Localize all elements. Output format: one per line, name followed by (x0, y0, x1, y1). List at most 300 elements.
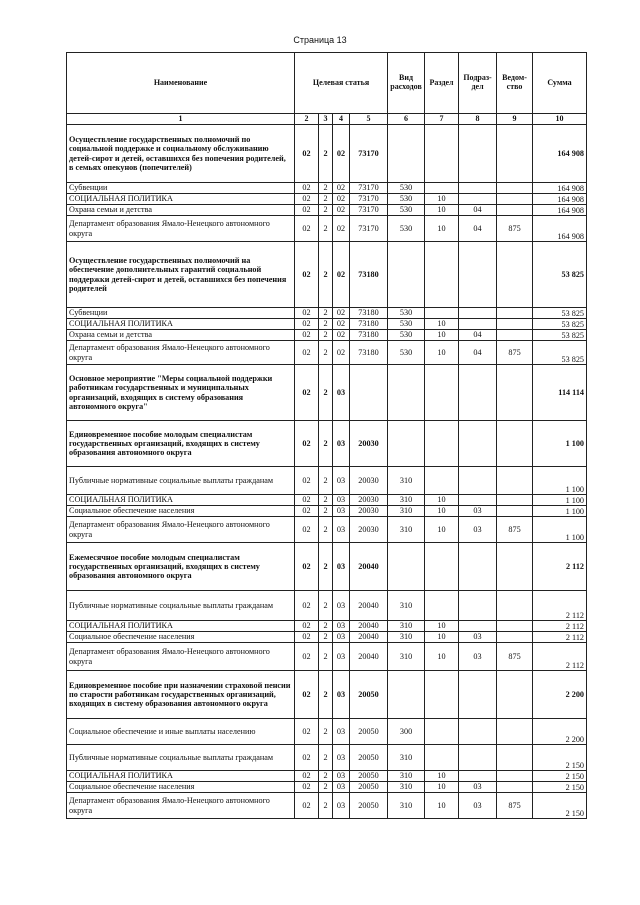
table-row (67, 319, 587, 330)
row-name-cell: Социальное обеспечение населения (67, 506, 295, 517)
summa-cell: 2 200 (533, 719, 587, 745)
target-code-direction-cell: 73180 (350, 319, 388, 330)
target-code-subprogram-cell: 2 (319, 632, 333, 643)
vid-rashodov-cell: 530 (388, 308, 425, 319)
target-code-event-cell: 03 (333, 591, 350, 621)
target-code-direction-cell: 20040 (350, 632, 388, 643)
budget-table (66, 52, 587, 819)
vid-rashodov-cell: 310 (388, 793, 425, 819)
summa-cell: 2 112 (533, 621, 587, 632)
target-code-program-cell: 02 (295, 183, 319, 194)
summa-cell: 2 150 (533, 745, 587, 771)
target-code-event-cell: 02 (333, 330, 350, 341)
column-number: 4 (333, 114, 350, 125)
target-code-program-cell: 02 (295, 517, 319, 543)
target-code-subprogram-cell: 2 (319, 183, 333, 194)
target-code-subprogram-cell: 2 (319, 543, 333, 591)
table-row (67, 308, 587, 319)
podrazdel-cell (459, 621, 497, 632)
target-code-event-cell: 02 (333, 205, 350, 216)
vedomstvo-cell: 875 (497, 793, 533, 819)
target-code-event-cell: 02 (333, 341, 350, 365)
target-code-subprogram-cell: 2 (319, 771, 333, 782)
table-row (67, 632, 587, 643)
target-code-event-cell: 02 (333, 125, 350, 183)
summa-cell: 114 114 (533, 365, 587, 421)
header-name: Наименование (67, 53, 295, 114)
target-code-subprogram-cell: 2 (319, 793, 333, 819)
vedomstvo-cell (497, 621, 533, 632)
row-name-cell: Единовременное пособие молодым специалистам государственных организаций, входящих в систему образования автономного округа (67, 421, 295, 467)
table-row (67, 782, 587, 793)
vedomstvo-cell (497, 745, 533, 771)
podrazdel-cell (459, 771, 497, 782)
vedomstvo-cell: 875 (497, 643, 533, 671)
row-name-cell: Социальное обеспечение и иные выплаты населению (67, 719, 295, 745)
podrazdel-cell: 04 (459, 205, 497, 216)
target-code-event-cell: 03 (333, 517, 350, 543)
vedomstvo-cell (497, 205, 533, 216)
target-code-event-cell: 02 (333, 183, 350, 194)
row-name-cell: Субвенции (67, 183, 295, 194)
target-code-event-cell: 03 (333, 467, 350, 495)
column-number: 2 (295, 114, 319, 125)
target-code-direction-cell: 20040 (350, 543, 388, 591)
target-code-direction-cell: 73180 (350, 341, 388, 365)
podrazdel-cell: 03 (459, 643, 497, 671)
target-code-program-cell: 02 (295, 506, 319, 517)
summa-cell: 2 150 (533, 793, 587, 819)
razdel-cell (425, 308, 459, 319)
target-code-event-cell: 03 (333, 719, 350, 745)
vedomstvo-cell (497, 330, 533, 341)
header-target-article: Целевая статья (295, 53, 388, 114)
razdel-cell: 10 (425, 632, 459, 643)
target-code-subprogram-cell: 2 (319, 205, 333, 216)
vedomstvo-cell (497, 125, 533, 183)
podrazdel-cell: 03 (459, 506, 497, 517)
target-code-direction-cell: 20050 (350, 771, 388, 782)
row-name-cell: Публичные нормативные социальные выплаты гражданам (67, 591, 295, 621)
vedomstvo-cell: 875 (497, 517, 533, 543)
row-name-cell: СОЦИАЛЬНАЯ ПОЛИТИКА (67, 621, 295, 632)
vedomstvo-cell (497, 319, 533, 330)
target-code-program-cell: 02 (295, 330, 319, 341)
summa-cell: 164 908 (533, 125, 587, 183)
vid-rashodov-cell: 530 (388, 330, 425, 341)
table-row (67, 793, 587, 819)
razdel-cell (425, 183, 459, 194)
vid-rashodov-cell: 310 (388, 632, 425, 643)
summa-cell: 164 908 (533, 205, 587, 216)
vedomstvo-cell (497, 632, 533, 643)
vid-rashodov-cell: 530 (388, 205, 425, 216)
header-razdel: Раздел (425, 53, 459, 114)
target-code-direction-cell: 73170 (350, 194, 388, 205)
vid-rashodov-cell: 530 (388, 319, 425, 330)
razdel-cell (425, 719, 459, 745)
podrazdel-cell (459, 242, 497, 308)
target-code-program-cell: 02 (295, 319, 319, 330)
podrazdel-cell (459, 671, 497, 719)
vedomstvo-cell (497, 183, 533, 194)
row-name-cell: Охрана семьи и детства (67, 205, 295, 216)
target-code-program-cell: 02 (295, 719, 319, 745)
target-code-event-cell: 02 (333, 242, 350, 308)
target-code-direction-cell (350, 365, 388, 421)
podrazdel-cell (459, 183, 497, 194)
summa-cell: 53 825 (533, 308, 587, 319)
row-name-cell: Ежемесячное пособие молодым специалистам государственных организаций, входящих в систему образования автономного округа (67, 543, 295, 591)
summa-cell: 2 112 (533, 591, 587, 621)
vedomstvo-cell: 875 (497, 341, 533, 365)
razdel-cell (425, 591, 459, 621)
vedomstvo-cell (497, 308, 533, 319)
target-code-event-cell: 02 (333, 308, 350, 319)
target-code-subprogram-cell: 2 (319, 242, 333, 308)
vid-rashodov-cell: 310 (388, 771, 425, 782)
target-code-subprogram-cell: 2 (319, 719, 333, 745)
target-code-event-cell: 03 (333, 632, 350, 643)
summa-cell: 2 150 (533, 771, 587, 782)
header-row (67, 53, 587, 114)
vid-rashodov-cell: 310 (388, 782, 425, 793)
summa-cell: 1 100 (533, 467, 587, 495)
razdel-cell (425, 671, 459, 719)
table-row (67, 621, 587, 632)
target-code-event-cell: 03 (333, 421, 350, 467)
target-code-program-cell: 02 (295, 771, 319, 782)
row-name-cell: Охрана семьи и детства (67, 330, 295, 341)
target-code-direction-cell: 20050 (350, 793, 388, 819)
row-name-cell: Публичные нормативные социальные выплаты гражданам (67, 467, 295, 495)
target-code-subprogram-cell: 2 (319, 365, 333, 421)
target-code-program-cell: 02 (295, 194, 319, 205)
vedomstvo-cell (497, 365, 533, 421)
row-name-cell: Субвенции (67, 308, 295, 319)
header-summa: Сумма (533, 53, 587, 114)
vid-rashodov-cell (388, 125, 425, 183)
vedomstvo-cell (497, 771, 533, 782)
target-code-event-cell: 03 (333, 793, 350, 819)
target-code-subprogram-cell: 2 (319, 194, 333, 205)
vid-rashodov-cell (388, 242, 425, 308)
vedomstvo-cell (497, 467, 533, 495)
target-code-subprogram-cell: 2 (319, 341, 333, 365)
target-code-event-cell: 03 (333, 365, 350, 421)
target-code-direction-cell: 20030 (350, 495, 388, 506)
table-row (67, 543, 587, 591)
summa-cell: 1 100 (533, 517, 587, 543)
table-body (67, 125, 587, 819)
summa-cell: 1 100 (533, 506, 587, 517)
target-code-direction-cell: 73170 (350, 205, 388, 216)
target-code-program-cell: 02 (295, 643, 319, 671)
target-code-event-cell: 03 (333, 621, 350, 632)
target-code-subprogram-cell: 2 (319, 421, 333, 467)
podrazdel-cell: 03 (459, 782, 497, 793)
razdel-cell (425, 365, 459, 421)
vid-rashodov-cell (388, 543, 425, 591)
podrazdel-cell: 04 (459, 341, 497, 365)
target-code-program-cell: 02 (295, 591, 319, 621)
row-name-cell: СОЦИАЛЬНАЯ ПОЛИТИКА (67, 194, 295, 205)
vid-rashodov-cell: 310 (388, 745, 425, 771)
table-row (67, 745, 587, 771)
summa-cell: 164 908 (533, 194, 587, 205)
summa-cell: 2 150 (533, 782, 587, 793)
target-code-event-cell: 03 (333, 543, 350, 591)
table-row (67, 495, 587, 506)
razdel-cell (425, 467, 459, 495)
row-name-cell: Департамент образования Ямало-Ненецкого автономного округа (67, 643, 295, 671)
summa-cell: 53 825 (533, 341, 587, 365)
razdel-cell: 10 (425, 319, 459, 330)
row-name-cell: СОЦИАЛЬНАЯ ПОЛИТИКА (67, 495, 295, 506)
vedomstvo-cell: 875 (497, 216, 533, 242)
table-row (67, 643, 587, 671)
target-code-program-cell: 02 (295, 125, 319, 183)
podrazdel-cell (459, 365, 497, 421)
razdel-cell (425, 421, 459, 467)
target-code-program-cell: 02 (295, 793, 319, 819)
vedomstvo-cell (497, 719, 533, 745)
podrazdel-cell (459, 308, 497, 319)
vid-rashodov-cell: 530 (388, 216, 425, 242)
target-code-direction-cell: 20030 (350, 506, 388, 517)
podrazdel-cell (459, 467, 497, 495)
row-name-cell: Осуществление государственных полномочий на обеспечение дополнительных гарантий социальной поддержки детей-сирот и детей, оставшихся без попечения родителей (67, 242, 295, 308)
summa-cell: 2 112 (533, 643, 587, 671)
column-number: 9 (497, 114, 533, 125)
target-code-program-cell: 02 (295, 205, 319, 216)
vedomstvo-cell (497, 782, 533, 793)
vid-rashodov-cell: 310 (388, 643, 425, 671)
target-code-program-cell: 02 (295, 341, 319, 365)
table-row (67, 591, 587, 621)
column-number: 10 (533, 114, 587, 125)
razdel-cell: 10 (425, 341, 459, 365)
summa-cell: 53 825 (533, 242, 587, 308)
target-code-event-cell: 03 (333, 671, 350, 719)
summa-cell: 2 200 (533, 671, 587, 719)
vid-rashodov-cell: 310 (388, 506, 425, 517)
vid-rashodov-cell: 530 (388, 183, 425, 194)
row-name-cell: Осуществление государственных полномочий по социальной поддержке и социальному обслуживанию детей-сирот и детей, оставшихся без попечения родителей, в семьях опекунов (попечителей) (67, 125, 295, 183)
podrazdel-cell (459, 194, 497, 205)
podrazdel-cell (459, 421, 497, 467)
target-code-subprogram-cell: 2 (319, 745, 333, 771)
podrazdel-cell (459, 591, 497, 621)
row-name-cell: Департамент образования Ямало-Ненецкого автономного округа (67, 216, 295, 242)
target-code-direction-cell: 20040 (350, 621, 388, 632)
table-row (67, 719, 587, 745)
row-name-cell: Социальное обеспечение населения (67, 782, 295, 793)
summa-cell: 1 100 (533, 421, 587, 467)
table-row (67, 506, 587, 517)
column-number: 5 (350, 114, 388, 125)
target-code-program-cell: 02 (295, 467, 319, 495)
row-name-cell: СОЦИАЛЬНАЯ ПОЛИТИКА (67, 319, 295, 330)
table-row (67, 517, 587, 543)
podrazdel-cell: 04 (459, 216, 497, 242)
vid-rashodov-cell (388, 365, 425, 421)
vedomstvo-cell (497, 242, 533, 308)
table-row (67, 242, 587, 308)
row-name-cell: Единовременное пособие при назначении страховой пенсии по старости работникам государственных организаций, входящих в систему образования автономного округа (67, 671, 295, 719)
target-code-subprogram-cell: 2 (319, 319, 333, 330)
target-code-event-cell: 03 (333, 506, 350, 517)
target-code-subprogram-cell: 2 (319, 782, 333, 793)
target-code-direction-cell: 20050 (350, 671, 388, 719)
column-number-row (67, 114, 587, 125)
podrazdel-cell: 03 (459, 632, 497, 643)
target-code-subprogram-cell: 2 (319, 517, 333, 543)
razdel-cell: 10 (425, 517, 459, 543)
target-code-program-cell: 02 (295, 745, 319, 771)
vedomstvo-cell (497, 671, 533, 719)
target-code-direction-cell: 73180 (350, 308, 388, 319)
target-code-direction-cell: 20050 (350, 719, 388, 745)
vid-rashodov-cell (388, 421, 425, 467)
vedomstvo-cell (497, 194, 533, 205)
razdel-cell: 10 (425, 782, 459, 793)
podrazdel-cell (459, 319, 497, 330)
header-vedomstvo: Ведом-ство (497, 53, 533, 114)
target-code-direction-cell: 20040 (350, 591, 388, 621)
table-row (67, 183, 587, 194)
vid-rashodov-cell: 310 (388, 495, 425, 506)
table-row (67, 194, 587, 205)
table-row (67, 467, 587, 495)
vedomstvo-cell (497, 495, 533, 506)
vid-rashodov-cell: 300 (388, 719, 425, 745)
target-code-subprogram-cell: 2 (319, 125, 333, 183)
target-code-subprogram-cell: 2 (319, 621, 333, 632)
header-podrazdel: Подраз-дел (459, 53, 497, 114)
razdel-cell: 10 (425, 621, 459, 632)
target-code-program-cell: 02 (295, 421, 319, 467)
table-row (67, 216, 587, 242)
row-name-cell: Социальное обеспечение населения (67, 632, 295, 643)
summa-cell: 164 908 (533, 183, 587, 194)
row-name-cell: Публичные нормативные социальные выплаты гражданам (67, 745, 295, 771)
target-code-direction-cell: 73180 (350, 330, 388, 341)
podrazdel-cell (459, 745, 497, 771)
target-code-program-cell: 02 (295, 242, 319, 308)
podrazdel-cell: 03 (459, 517, 497, 543)
razdel-cell: 10 (425, 771, 459, 782)
razdel-cell: 10 (425, 205, 459, 216)
razdel-cell: 10 (425, 506, 459, 517)
table-row (67, 125, 587, 183)
vedomstvo-cell (497, 506, 533, 517)
target-code-event-cell: 03 (333, 495, 350, 506)
vid-rashodov-cell (388, 671, 425, 719)
target-code-direction-cell: 20050 (350, 782, 388, 793)
target-code-program-cell: 02 (295, 216, 319, 242)
summa-cell: 164 908 (533, 216, 587, 242)
podrazdel-cell (459, 125, 497, 183)
vedomstvo-cell (497, 421, 533, 467)
target-code-direction-cell: 73170 (350, 183, 388, 194)
table-row (67, 421, 587, 467)
vid-rashodov-cell: 310 (388, 591, 425, 621)
page-number-label: Страница 13 (293, 35, 347, 45)
podrazdel-cell (459, 719, 497, 745)
target-code-event-cell: 02 (333, 194, 350, 205)
target-code-subprogram-cell: 2 (319, 330, 333, 341)
razdel-cell: 10 (425, 793, 459, 819)
target-code-event-cell: 02 (333, 216, 350, 242)
podrazdel-cell (459, 495, 497, 506)
target-code-program-cell: 02 (295, 621, 319, 632)
vid-rashodov-cell: 310 (388, 517, 425, 543)
column-number: 7 (425, 114, 459, 125)
target-code-direction-cell: 20030 (350, 421, 388, 467)
table-row (67, 341, 587, 365)
target-code-program-cell: 02 (295, 671, 319, 719)
target-code-subprogram-cell: 2 (319, 671, 333, 719)
table-row (67, 671, 587, 719)
target-code-direction-cell: 73180 (350, 242, 388, 308)
column-number: 3 (319, 114, 333, 125)
vedomstvo-cell (497, 543, 533, 591)
column-number: 8 (459, 114, 497, 125)
target-code-subprogram-cell: 2 (319, 506, 333, 517)
razdel-cell: 10 (425, 216, 459, 242)
target-code-program-cell: 02 (295, 543, 319, 591)
target-code-subprogram-cell: 2 (319, 308, 333, 319)
target-code-direction-cell: 20040 (350, 643, 388, 671)
vid-rashodov-cell: 310 (388, 621, 425, 632)
vedomstvo-cell (497, 591, 533, 621)
razdel-cell (425, 125, 459, 183)
target-code-subprogram-cell: 2 (319, 495, 333, 506)
target-code-event-cell: 02 (333, 319, 350, 330)
target-code-event-cell: 03 (333, 782, 350, 793)
razdel-cell: 10 (425, 330, 459, 341)
target-code-program-cell: 02 (295, 495, 319, 506)
vid-rashodov-cell: 530 (388, 194, 425, 205)
row-name-cell: Департамент образования Ямало-Ненецкого автономного округа (67, 793, 295, 819)
target-code-event-cell: 03 (333, 771, 350, 782)
target-code-direction-cell: 73170 (350, 125, 388, 183)
row-name-cell: СОЦИАЛЬНАЯ ПОЛИТИКА (67, 771, 295, 782)
table-row (67, 205, 587, 216)
target-code-direction-cell: 20050 (350, 745, 388, 771)
podrazdel-cell (459, 543, 497, 591)
razdel-cell (425, 242, 459, 308)
summa-cell: 2 112 (533, 632, 587, 643)
target-code-program-cell: 02 (295, 632, 319, 643)
vid-rashodov-cell: 310 (388, 467, 425, 495)
target-code-subprogram-cell: 2 (319, 216, 333, 242)
table-row (67, 771, 587, 782)
razdel-cell: 10 (425, 194, 459, 205)
summa-cell: 53 825 (533, 330, 587, 341)
header-vid-rashodov: Вид расходов (388, 53, 425, 114)
table-row (67, 365, 587, 421)
column-number: 6 (388, 114, 425, 125)
summa-cell: 2 112 (533, 543, 587, 591)
podrazdel-cell: 04 (459, 330, 497, 341)
summa-cell: 1 100 (533, 495, 587, 506)
target-code-program-cell: 02 (295, 365, 319, 421)
vid-rashodov-cell: 530 (388, 341, 425, 365)
target-code-subprogram-cell: 2 (319, 643, 333, 671)
razdel-cell: 10 (425, 643, 459, 671)
